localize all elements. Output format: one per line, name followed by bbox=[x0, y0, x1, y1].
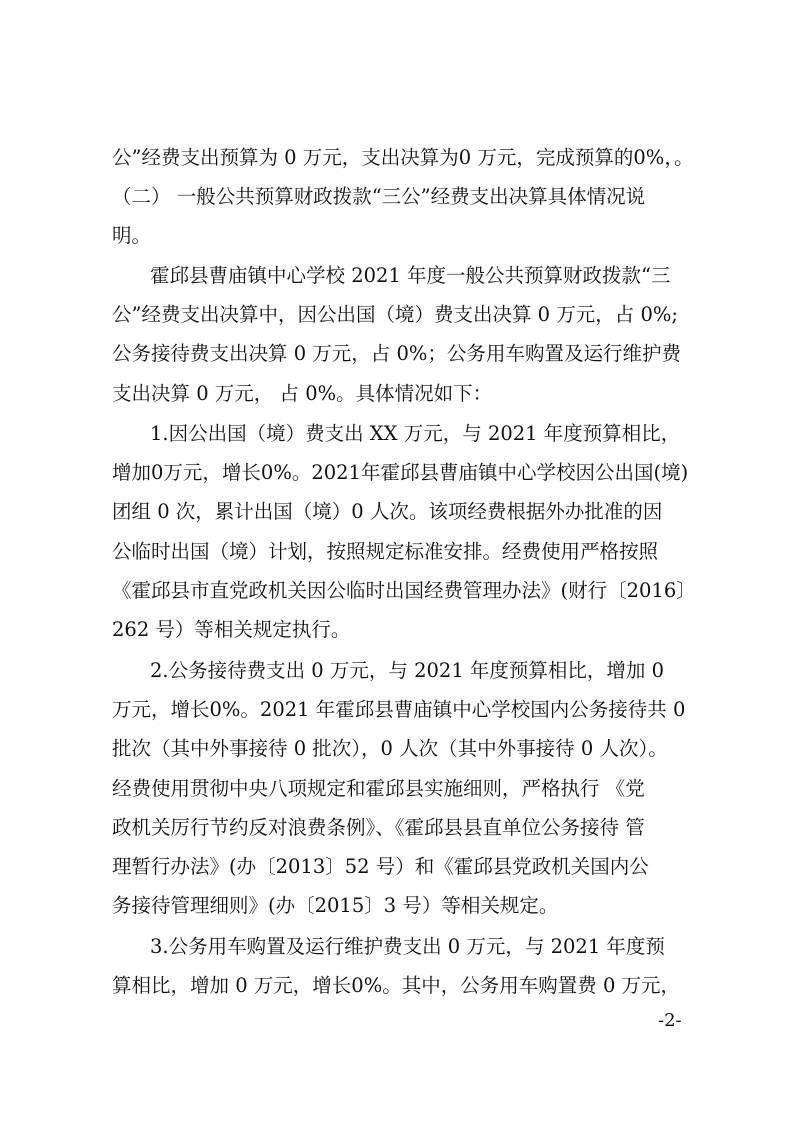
paragraph-start: 2.公务接待费支出 0 万元，与 2021 年度预算相比，增加 0 bbox=[150, 659, 665, 682]
text-line: 理暂行办法》(办〔2013〕52 号）和《霍邱县党政机关国内公 bbox=[112, 855, 649, 878]
text-line: 262 号）等相关规定执行。 bbox=[112, 618, 351, 641]
text-line: 公临时出国（境）计划，按照规定标准安排。经费使用严格按照 bbox=[112, 540, 659, 563]
text-line: 批次（其中外事接待 0 批次），0 人次（其中外事接待 0 人次）。 bbox=[112, 737, 668, 760]
paragraph-start: 1.因公出国（境）费支出 XX 万元，与 2021 年度预算相比， bbox=[150, 422, 681, 445]
text-line: 务接待管理细则》(办〔2015〕3 号）等相关规定。 bbox=[112, 894, 559, 917]
text-line: 公”经费支出预算为 0 万元，支出决算为0 万元，完成预算的0%，。 bbox=[112, 146, 694, 169]
paragraph-start: 霍邱县曹庙镇中心学校 2021 年度一般公共预算财政拨款“三 bbox=[150, 264, 671, 287]
text-line: 公”经费支出决算中，因公出国（境）费支出决算 0 万元，占 0%; bbox=[112, 303, 678, 326]
text-line: 《霍邱县市直党政机关因公临时出国经费管理办法》(财行〔2016〕 bbox=[112, 579, 696, 602]
text-line: 团组 0 次，累计出国（境）0 人次。该项经费根据外办批准的因 bbox=[112, 500, 663, 523]
section-heading: （二） 一般公共预算财政拨款“三公”经费支出决算具体情况说 bbox=[112, 185, 646, 208]
text-line: 政机关厉行节约反对浪费条例》、《霍邱县县直单位公务接待 管 bbox=[112, 816, 645, 839]
text-line: 增加0万元，增长0%。2021年霍邱县曹庙镇中心学校因公出国(境) bbox=[112, 461, 689, 484]
text-line: 公务接待费支出决算 0 万元，占 0%；公务用车购置及运行维护费 bbox=[112, 342, 681, 365]
text-line: 经费使用贯彻中央八项规定和霍邱县实施细则，严格执行 《党 bbox=[112, 777, 645, 800]
text-line: 支出决算 0 万元， 占 0%。具体情况如下： bbox=[112, 382, 493, 405]
text-line: 万元，增长0%。2021 年霍邱县曹庙镇中心学校国内公务接待共 0 bbox=[112, 698, 686, 721]
text-line: 明。 bbox=[112, 224, 152, 247]
page-number: -2- bbox=[658, 1010, 682, 1031]
paragraph-start: 3.公务用车购置及运行维护费支出 0 万元，与 2021 年度预 bbox=[150, 935, 665, 958]
text-line: 算相比，增加 0 万元，增长0%。其中，公务用车购置费 0 万元， bbox=[112, 974, 681, 997]
